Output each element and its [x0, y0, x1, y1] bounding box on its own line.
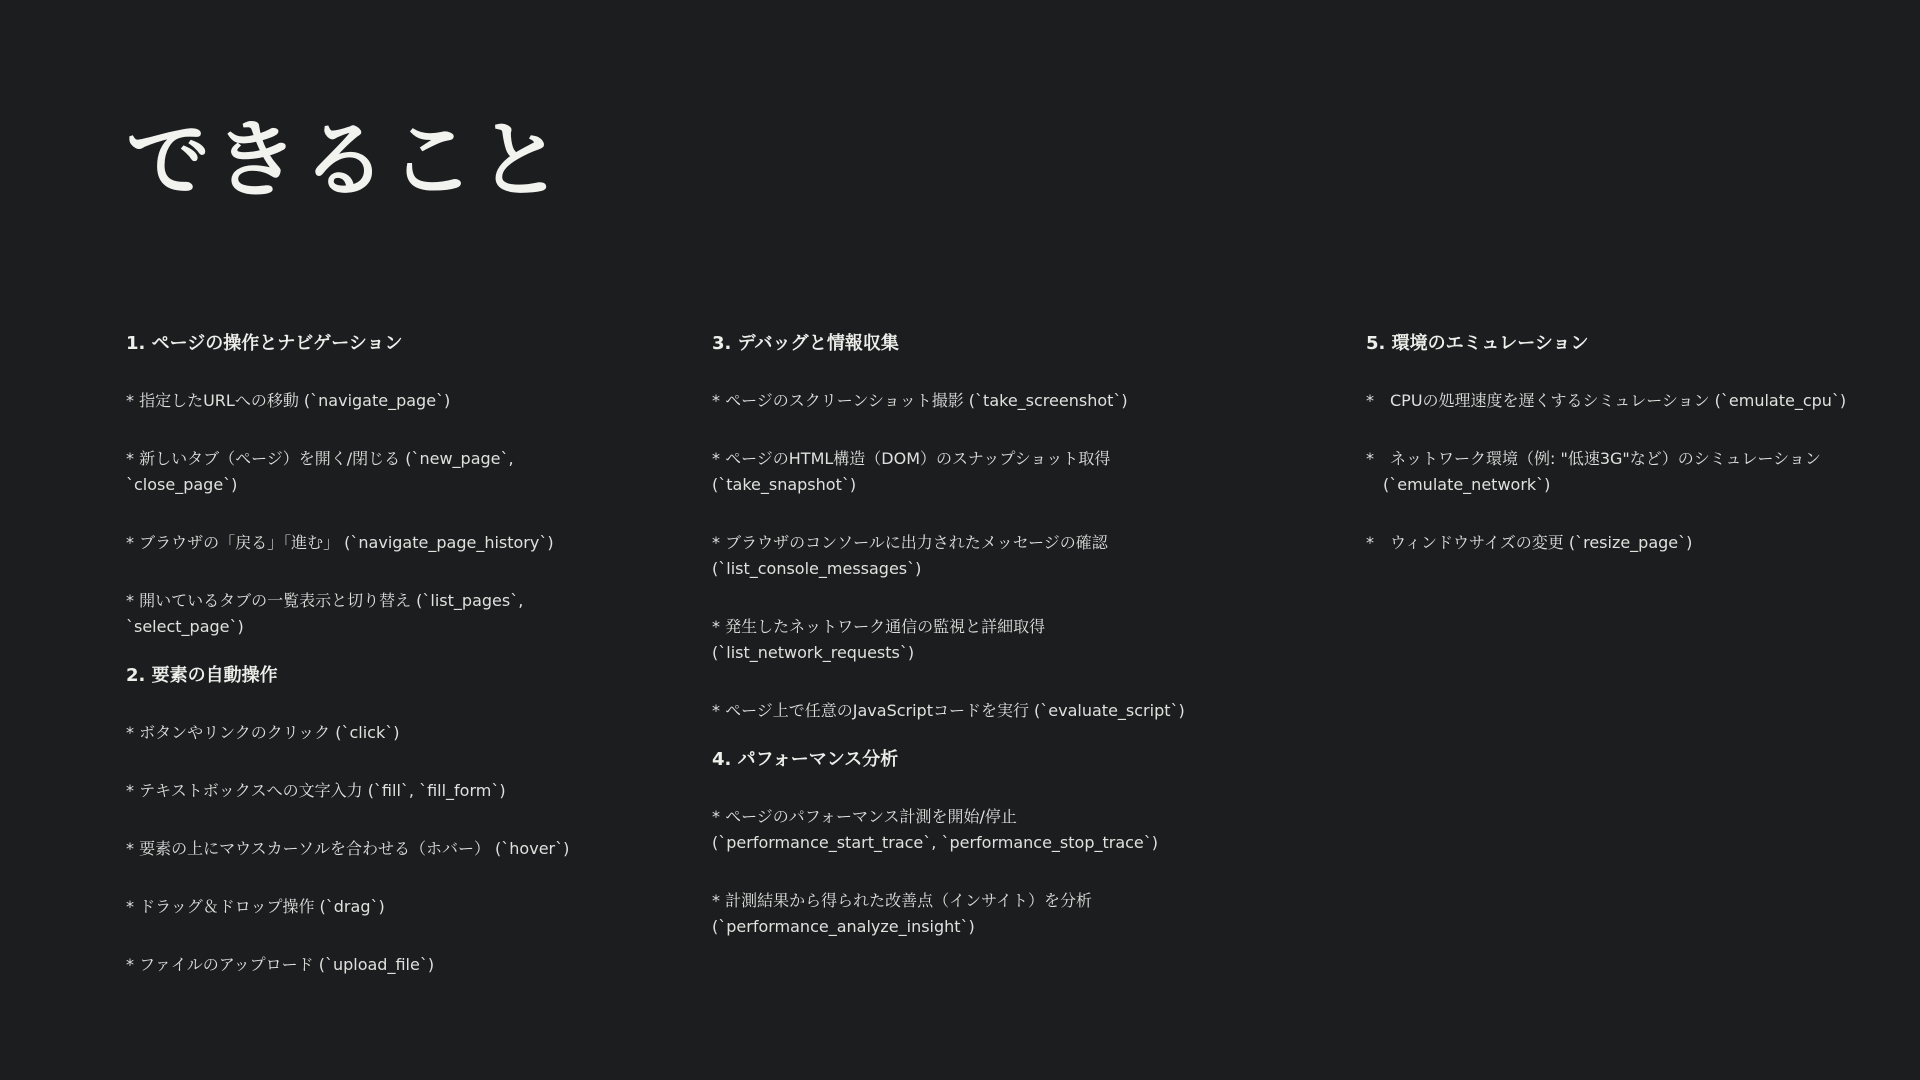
list-item: * 要素の上にマウスカーソルを合わせる（ホバー） (`hover`) [126, 839, 570, 858]
section-element-automation [126, 662, 596, 978]
item-list [126, 720, 596, 978]
item-list [712, 804, 1212, 940]
section-page-navigation [126, 330, 596, 640]
list-item: * ボタンやリンクのクリック (`click`) [126, 723, 400, 742]
item-list [712, 388, 1212, 724]
section-heading: 2. 要素の自動操作 [126, 665, 278, 686]
list-item: * 新しいタブ（ページ）を開く/閉じる (`new_page`, `close_page`) [126, 449, 514, 494]
list-item: * ページ上で任意のJavaScriptコードを実行 (`evaluate_script`) [712, 701, 1185, 720]
list-item: * ウィンドウサイズの変更 (`resize_page`) [1366, 533, 1693, 552]
column-right [1366, 330, 1876, 578]
list-item: * 指定したURLへの移動 (`navigate_page`) [126, 391, 451, 410]
column-left [126, 330, 596, 1000]
section-heading: 3. デバッグと情報収集 [712, 333, 899, 354]
list-item: * ページのパフォーマンス計測を開始/停止 (`performance_start_trace`, `performance_stop_trace`) [712, 807, 1159, 852]
list-item: * テキストボックスへの文字入力 (`fill`, `fill_form`) [126, 781, 506, 800]
section-debugging [712, 330, 1212, 724]
list-item: * ドラッグ＆ドロップ操作 (`drag`) [126, 897, 385, 916]
list-item: * ネットワーク環境（例: "低速3G"など）のシミュレーション (`emulate_network`) [1366, 449, 1821, 494]
section-performance [712, 746, 1212, 940]
list-item: * ファイルのアップロード (`upload_file`) [126, 955, 435, 974]
list-item: * ページのHTML構造（DOM）のスナップショット取得 (`take_snapshot`) [712, 449, 1111, 494]
item-list [126, 388, 596, 640]
column-middle [712, 330, 1212, 962]
page-title: できること [126, 111, 567, 209]
section-emulation [1366, 330, 1876, 556]
list-item: * ブラウザのコンソールに出力されたメッセージの確認 (`list_console_messages`) [712, 533, 1108, 578]
list-item: * ページのスクリーンショット撮影 (`take_screenshot`) [712, 391, 1128, 410]
section-heading: 5. 環境のエミュレーション [1366, 333, 1589, 354]
list-item: * 開いているタブの一覧表示と切り替え (`list_pages`, `select_page`) [126, 591, 524, 636]
section-heading: 4. パフォーマンス分析 [712, 749, 899, 770]
list-item: * 計測結果から得られた改善点（インサイト）を分析 (`performance_analyze_insight`) [712, 891, 1092, 936]
list-item: * CPUの処理速度を遅くするシミュレーション (`emulate_cpu`) [1366, 391, 1847, 410]
list-item: * ブラウザの「戻る」「進む」 (`navigate_page_history`) [126, 533, 554, 552]
item-list [1366, 388, 1876, 556]
section-heading: 1. ページの操作とナビゲーション [126, 333, 403, 354]
list-item: * 発生したネットワーク通信の監視と詳細取得 (`list_network_requests`) [712, 617, 1046, 662]
